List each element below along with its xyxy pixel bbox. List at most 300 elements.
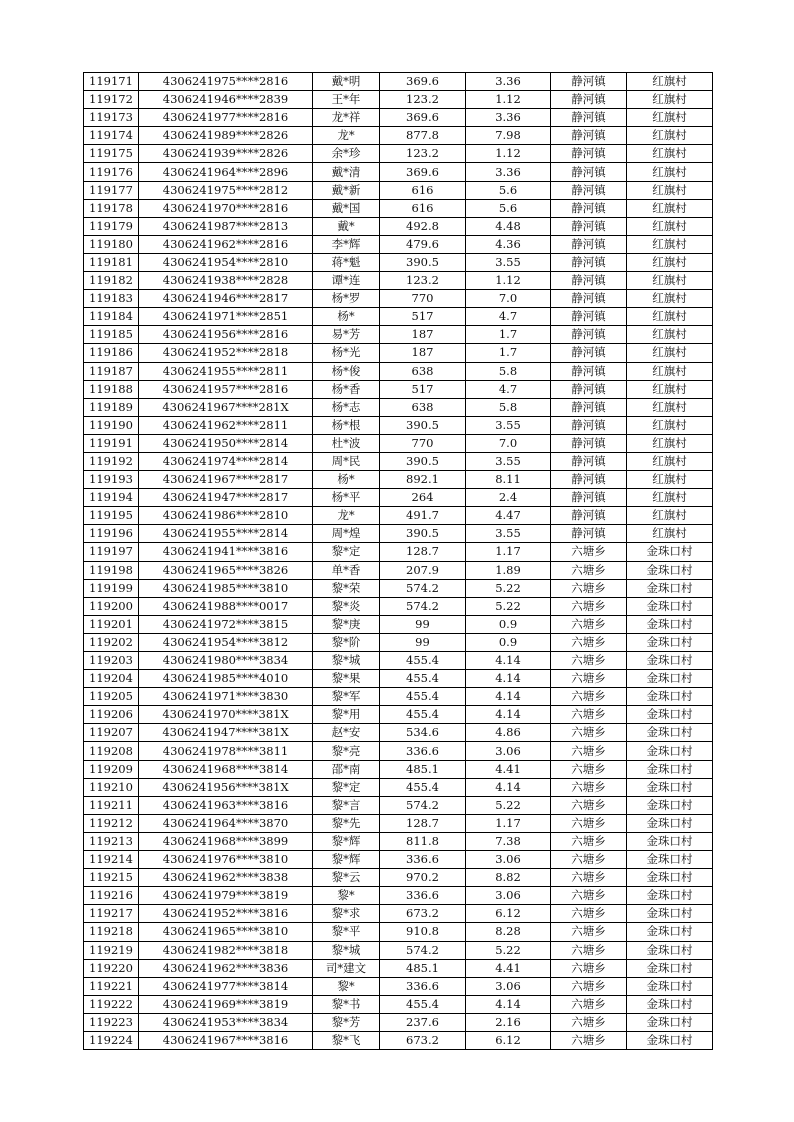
township-cell: 静河镇: [551, 398, 627, 416]
village-cell: 金珠口村: [627, 905, 713, 923]
amount-cell: 517: [380, 380, 466, 398]
table-row: [84, 344, 713, 362]
name-cell: 戴*明: [313, 73, 380, 91]
village-cell: 金珠口村: [627, 887, 713, 905]
village-cell: 红旗村: [627, 489, 713, 507]
amount-cell: 616: [380, 181, 466, 199]
village-cell: 金珠口村: [627, 778, 713, 796]
township-cell: 六塘乡: [551, 1013, 627, 1031]
name-cell: 邵*南: [313, 760, 380, 778]
village-cell: 红旗村: [627, 398, 713, 416]
serial-number-cell: 119217: [84, 905, 139, 923]
name-cell: 杨*罗: [313, 290, 380, 308]
name-cell: 余*珍: [313, 145, 380, 163]
id-number-cell: 4306241950****2814: [139, 434, 313, 452]
quantity-cell: 4.41: [466, 760, 551, 778]
table-row: [84, 814, 713, 832]
village-cell: 红旗村: [627, 217, 713, 235]
serial-number-cell: 119192: [84, 452, 139, 470]
quantity-cell: 5.8: [466, 362, 551, 380]
village-cell: 金珠口村: [627, 869, 713, 887]
table-row: [84, 145, 713, 163]
township-cell: 六塘乡: [551, 796, 627, 814]
village-cell: 红旗村: [627, 73, 713, 91]
township-cell: 静河镇: [551, 326, 627, 344]
quantity-cell: 8.11: [466, 471, 551, 489]
village-cell: 金珠口村: [627, 959, 713, 977]
township-cell: 静河镇: [551, 362, 627, 380]
township-cell: 六塘乡: [551, 941, 627, 959]
amount-cell: 336.6: [380, 977, 466, 995]
serial-number-cell: 119182: [84, 272, 139, 290]
village-cell: 金珠口村: [627, 832, 713, 850]
serial-number-cell: 119215: [84, 869, 139, 887]
village-cell: 金珠口村: [627, 1013, 713, 1031]
id-number-cell: 4306241977****2816: [139, 109, 313, 127]
village-cell: 金珠口村: [627, 724, 713, 742]
township-cell: 静河镇: [551, 253, 627, 271]
township-cell: 静河镇: [551, 344, 627, 362]
township-cell: 静河镇: [551, 109, 627, 127]
id-number-cell: 4306241963****3816: [139, 796, 313, 814]
table-row: [84, 109, 713, 127]
id-number-cell: 4306241965****3826: [139, 561, 313, 579]
quantity-cell: 0.9: [466, 633, 551, 651]
township-cell: 六塘乡: [551, 959, 627, 977]
quantity-cell: 4.47: [466, 507, 551, 525]
table-row: [84, 760, 713, 778]
quantity-cell: 1.12: [466, 272, 551, 290]
id-number-cell: 4306241955****2814: [139, 525, 313, 543]
table-row: [84, 597, 713, 615]
quantity-cell: 1.17: [466, 814, 551, 832]
village-cell: 红旗村: [627, 290, 713, 308]
table-row: [84, 869, 713, 887]
table-row: [84, 1031, 713, 1049]
village-cell: 金珠口村: [627, 796, 713, 814]
serial-number-cell: 119180: [84, 235, 139, 253]
name-cell: 黎*炎: [313, 597, 380, 615]
name-cell: 黎*辉: [313, 851, 380, 869]
name-cell: 黎*果: [313, 670, 380, 688]
quantity-cell: 4.86: [466, 724, 551, 742]
village-cell: 金珠口村: [627, 995, 713, 1013]
name-cell: 蒋*魁: [313, 253, 380, 271]
name-cell: 黎*定: [313, 778, 380, 796]
amount-cell: 369.6: [380, 163, 466, 181]
village-cell: 红旗村: [627, 253, 713, 271]
township-cell: 静河镇: [551, 127, 627, 145]
quantity-cell: 8.28: [466, 923, 551, 941]
quantity-cell: 5.22: [466, 796, 551, 814]
id-number-cell: 4306241975****2816: [139, 73, 313, 91]
amount-cell: 491.7: [380, 507, 466, 525]
amount-cell: 207.9: [380, 561, 466, 579]
name-cell: 黎*亮: [313, 742, 380, 760]
table-row: [84, 163, 713, 181]
amount-cell: 638: [380, 362, 466, 380]
name-cell: 黎*言: [313, 796, 380, 814]
village-cell: 红旗村: [627, 127, 713, 145]
amount-cell: 99: [380, 615, 466, 633]
id-number-cell: 4306241985****3810: [139, 579, 313, 597]
village-cell: 金珠口村: [627, 688, 713, 706]
serial-number-cell: 119194: [84, 489, 139, 507]
serial-number-cell: 119181: [84, 253, 139, 271]
table-row: [84, 272, 713, 290]
table-row: [84, 579, 713, 597]
table-row: [84, 887, 713, 905]
amount-cell: 336.6: [380, 851, 466, 869]
township-cell: 静河镇: [551, 434, 627, 452]
amount-cell: 455.4: [380, 995, 466, 1013]
amount-cell: 534.6: [380, 724, 466, 742]
quantity-cell: 0.9: [466, 615, 551, 633]
serial-number-cell: 119222: [84, 995, 139, 1013]
serial-number-cell: 119223: [84, 1013, 139, 1031]
id-number-cell: 4306241946****2839: [139, 91, 313, 109]
name-cell: 赵*安: [313, 724, 380, 742]
township-cell: 静河镇: [551, 525, 627, 543]
serial-number-cell: 119174: [84, 127, 139, 145]
table-row: [84, 235, 713, 253]
quantity-cell: 3.06: [466, 887, 551, 905]
township-cell: 静河镇: [551, 235, 627, 253]
serial-number-cell: 119205: [84, 688, 139, 706]
village-cell: 金珠口村: [627, 923, 713, 941]
village-cell: 红旗村: [627, 416, 713, 434]
amount-cell: 877.8: [380, 127, 466, 145]
name-cell: 黎*庚: [313, 615, 380, 633]
serial-number-cell: 119203: [84, 652, 139, 670]
amount-cell: 390.5: [380, 416, 466, 434]
id-number-cell: 4306241956****381X: [139, 778, 313, 796]
id-number-cell: 4306241952****2818: [139, 344, 313, 362]
amount-cell: 970.2: [380, 869, 466, 887]
amount-cell: 892.1: [380, 471, 466, 489]
serial-number-cell: 119197: [84, 543, 139, 561]
township-cell: 静河镇: [551, 199, 627, 217]
amount-cell: 369.6: [380, 73, 466, 91]
amount-cell: 492.8: [380, 217, 466, 235]
township-cell: 六塘乡: [551, 688, 627, 706]
village-cell: 红旗村: [627, 181, 713, 199]
quantity-cell: 1.7: [466, 344, 551, 362]
township-cell: 六塘乡: [551, 615, 627, 633]
amount-cell: 616: [380, 199, 466, 217]
table-row: [84, 471, 713, 489]
table-row: [84, 941, 713, 959]
name-cell: 黎*城: [313, 652, 380, 670]
id-number-cell: 4306241972****3815: [139, 615, 313, 633]
quantity-cell: 4.41: [466, 959, 551, 977]
id-number-cell: 4306241971****3830: [139, 688, 313, 706]
village-cell: 金珠口村: [627, 941, 713, 959]
id-number-cell: 4306241947****381X: [139, 724, 313, 742]
amount-cell: 770: [380, 290, 466, 308]
township-cell: 六塘乡: [551, 869, 627, 887]
village-cell: 红旗村: [627, 471, 713, 489]
amount-cell: 638: [380, 398, 466, 416]
serial-number-cell: 119186: [84, 344, 139, 362]
table-row: [84, 851, 713, 869]
quantity-cell: 6.12: [466, 905, 551, 923]
village-cell: 红旗村: [627, 145, 713, 163]
amount-cell: 128.7: [380, 814, 466, 832]
serial-number-cell: 119221: [84, 977, 139, 995]
serial-number-cell: 119187: [84, 362, 139, 380]
name-cell: 黎*飞: [313, 1031, 380, 1049]
name-cell: 单*香: [313, 561, 380, 579]
village-cell: 红旗村: [627, 380, 713, 398]
amount-cell: 336.6: [380, 887, 466, 905]
serial-number-cell: 119173: [84, 109, 139, 127]
village-cell: 红旗村: [627, 525, 713, 543]
quantity-cell: 3.55: [466, 452, 551, 470]
amount-cell: 811.8: [380, 832, 466, 850]
table-row: [84, 959, 713, 977]
id-number-cell: 4306241987****2813: [139, 217, 313, 235]
id-number-cell: 4306241970****381X: [139, 706, 313, 724]
name-cell: 黎*定: [313, 543, 380, 561]
quantity-cell: 3.36: [466, 163, 551, 181]
amount-cell: 99: [380, 633, 466, 651]
amount-cell: 517: [380, 308, 466, 326]
township-cell: 静河镇: [551, 416, 627, 434]
id-number-cell: 4306241980****3834: [139, 652, 313, 670]
amount-cell: 455.4: [380, 670, 466, 688]
township-cell: 六塘乡: [551, 923, 627, 941]
village-cell: 红旗村: [627, 272, 713, 290]
serial-number-cell: 119191: [84, 434, 139, 452]
id-number-cell: 4306241971****2851: [139, 308, 313, 326]
id-number-cell: 4306241967****2817: [139, 471, 313, 489]
amount-cell: 910.8: [380, 923, 466, 941]
township-cell: 六塘乡: [551, 597, 627, 615]
name-cell: 黎*荣: [313, 579, 380, 597]
table-row: [84, 181, 713, 199]
serial-number-cell: 119212: [84, 814, 139, 832]
amount-cell: 187: [380, 344, 466, 362]
amount-cell: 128.7: [380, 543, 466, 561]
table-row: [84, 308, 713, 326]
id-number-cell: 4306241986****2810: [139, 507, 313, 525]
township-cell: 静河镇: [551, 181, 627, 199]
township-cell: 静河镇: [551, 217, 627, 235]
village-cell: 金珠口村: [627, 851, 713, 869]
amount-cell: 574.2: [380, 941, 466, 959]
serial-number-cell: 119171: [84, 73, 139, 91]
village-cell: 红旗村: [627, 344, 713, 362]
name-cell: 杜*波: [313, 434, 380, 452]
village-cell: 金珠口村: [627, 670, 713, 688]
table-row: [84, 253, 713, 271]
township-cell: 六塘乡: [551, 579, 627, 597]
id-number-cell: 4306241962****2816: [139, 235, 313, 253]
quantity-cell: 3.06: [466, 977, 551, 995]
table-row: [84, 615, 713, 633]
quantity-cell: 7.0: [466, 290, 551, 308]
id-number-cell: 4306241941****3816: [139, 543, 313, 561]
table-row: [84, 91, 713, 109]
table-row: [84, 778, 713, 796]
table-row: [84, 995, 713, 1013]
quantity-cell: 1.89: [466, 561, 551, 579]
table-row: [84, 217, 713, 235]
id-number-cell: 4306241968****3814: [139, 760, 313, 778]
village-cell: 红旗村: [627, 235, 713, 253]
amount-cell: 770: [380, 434, 466, 452]
serial-number-cell: 119193: [84, 471, 139, 489]
id-number-cell: 4306241952****3816: [139, 905, 313, 923]
id-number-cell: 4306241964****3870: [139, 814, 313, 832]
name-cell: 黎*先: [313, 814, 380, 832]
village-cell: 金珠口村: [627, 579, 713, 597]
amount-cell: 673.2: [380, 905, 466, 923]
table-row: [84, 380, 713, 398]
village-cell: 金珠口村: [627, 543, 713, 561]
quantity-cell: 2.16: [466, 1013, 551, 1031]
quantity-cell: 6.12: [466, 1031, 551, 1049]
township-cell: 六塘乡: [551, 652, 627, 670]
quantity-cell: 5.22: [466, 597, 551, 615]
name-cell: 黎*用: [313, 706, 380, 724]
name-cell: 黎*: [313, 887, 380, 905]
id-number-cell: 4306241954****2810: [139, 253, 313, 271]
amount-cell: 390.5: [380, 253, 466, 271]
village-cell: 红旗村: [627, 362, 713, 380]
serial-number-cell: 119210: [84, 778, 139, 796]
table-row: [84, 905, 713, 923]
township-cell: 静河镇: [551, 91, 627, 109]
amount-cell: 369.6: [380, 109, 466, 127]
amount-cell: 390.5: [380, 525, 466, 543]
township-cell: 六塘乡: [551, 633, 627, 651]
quantity-cell: 5.8: [466, 398, 551, 416]
township-cell: 六塘乡: [551, 724, 627, 742]
township-cell: 六塘乡: [551, 1031, 627, 1049]
serial-number-cell: 119195: [84, 507, 139, 525]
quantity-cell: 8.82: [466, 869, 551, 887]
name-cell: 黎*求: [313, 905, 380, 923]
amount-cell: 485.1: [380, 959, 466, 977]
serial-number-cell: 119177: [84, 181, 139, 199]
table-row: [84, 796, 713, 814]
serial-number-cell: 119208: [84, 742, 139, 760]
township-cell: 六塘乡: [551, 742, 627, 760]
serial-number-cell: 119172: [84, 91, 139, 109]
quantity-cell: 4.14: [466, 670, 551, 688]
table-row: [84, 670, 713, 688]
village-cell: 红旗村: [627, 434, 713, 452]
township-cell: 静河镇: [551, 73, 627, 91]
table-row: [84, 688, 713, 706]
village-cell: 红旗村: [627, 163, 713, 181]
township-cell: 六塘乡: [551, 670, 627, 688]
serial-number-cell: 119188: [84, 380, 139, 398]
village-cell: 红旗村: [627, 308, 713, 326]
township-cell: 静河镇: [551, 452, 627, 470]
id-number-cell: 4306241975****2812: [139, 181, 313, 199]
serial-number-cell: 119213: [84, 832, 139, 850]
name-cell: 黎*平: [313, 923, 380, 941]
amount-cell: 123.2: [380, 91, 466, 109]
table-row: [84, 362, 713, 380]
table-row: [84, 489, 713, 507]
table-row: [84, 290, 713, 308]
amount-cell: 574.2: [380, 579, 466, 597]
serial-number-cell: 119178: [84, 199, 139, 217]
table-row: [84, 434, 713, 452]
quantity-cell: 3.06: [466, 851, 551, 869]
quantity-cell: 7.98: [466, 127, 551, 145]
township-cell: 静河镇: [551, 308, 627, 326]
amount-cell: 237.6: [380, 1013, 466, 1031]
township-cell: 六塘乡: [551, 706, 627, 724]
id-number-cell: 4306241985****4010: [139, 670, 313, 688]
amount-cell: 390.5: [380, 452, 466, 470]
name-cell: 黎*云: [313, 869, 380, 887]
id-number-cell: 4306241982****3818: [139, 941, 313, 959]
name-cell: 黎*书: [313, 995, 380, 1013]
id-number-cell: 4306241953****3834: [139, 1013, 313, 1031]
table-row: [84, 199, 713, 217]
village-cell: 红旗村: [627, 109, 713, 127]
amount-cell: 485.1: [380, 760, 466, 778]
name-cell: 黎*辉: [313, 832, 380, 850]
quantity-cell: 2.4: [466, 489, 551, 507]
township-cell: 六塘乡: [551, 832, 627, 850]
village-cell: 红旗村: [627, 199, 713, 217]
id-number-cell: 4306241964****2896: [139, 163, 313, 181]
quantity-cell: 7.0: [466, 434, 551, 452]
name-cell: 黎*城: [313, 941, 380, 959]
amount-cell: 455.4: [380, 706, 466, 724]
township-cell: 六塘乡: [551, 851, 627, 869]
table-row: [84, 398, 713, 416]
name-cell: 易*芳: [313, 326, 380, 344]
name-cell: 戴*清: [313, 163, 380, 181]
id-number-cell: 4306241967****281X: [139, 398, 313, 416]
id-number-cell: 4306241969****3819: [139, 995, 313, 1013]
name-cell: 杨*志: [313, 398, 380, 416]
quantity-cell: 3.36: [466, 73, 551, 91]
name-cell: 王*年: [313, 91, 380, 109]
id-number-cell: 4306241965****3810: [139, 923, 313, 941]
amount-cell: 187: [380, 326, 466, 344]
serial-number-cell: 119204: [84, 670, 139, 688]
name-cell: 杨*平: [313, 489, 380, 507]
serial-number-cell: 119190: [84, 416, 139, 434]
name-cell: 龙*祥: [313, 109, 380, 127]
name-cell: 戴*国: [313, 199, 380, 217]
quantity-cell: 5.22: [466, 579, 551, 597]
serial-number-cell: 119183: [84, 290, 139, 308]
name-cell: 杨*香: [313, 380, 380, 398]
id-number-cell: 4306241954****3812: [139, 633, 313, 651]
village-cell: 金珠口村: [627, 615, 713, 633]
table-row: [84, 507, 713, 525]
township-cell: 六塘乡: [551, 760, 627, 778]
village-cell: 红旗村: [627, 91, 713, 109]
township-cell: 静河镇: [551, 290, 627, 308]
quantity-cell: 1.12: [466, 91, 551, 109]
id-number-cell: 4306241988****0017: [139, 597, 313, 615]
quantity-cell: 1.12: [466, 145, 551, 163]
amount-cell: 574.2: [380, 796, 466, 814]
name-cell: 龙*: [313, 127, 380, 145]
village-cell: 金珠口村: [627, 561, 713, 579]
